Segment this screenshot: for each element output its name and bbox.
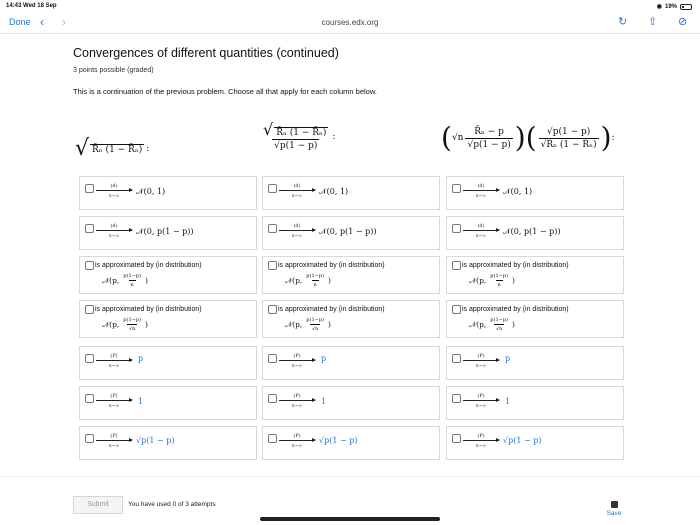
approx-math: 𝒩(p, $\frac{p(1-p)}{√n}$ ) (102, 317, 148, 332)
checkbox[interactable] (85, 224, 94, 233)
status-time: 14:43 Wed 18 Sep (6, 3, 57, 9)
checkbox[interactable] (452, 184, 461, 193)
approx-math: 𝒩(p, $\frac{p(1-p)}{n}$ ) (102, 273, 148, 288)
checkbox[interactable] (268, 261, 277, 270)
approx-math: 𝒩(p, $\frac{p(1-p)}{√n}$ ) (285, 317, 331, 332)
checkbox[interactable] (452, 305, 461, 314)
checkbox[interactable] (85, 305, 94, 314)
page-title: Convergences of different quantities (continued) (73, 46, 339, 60)
option-approx-n[interactable] (262, 256, 440, 294)
compass-icon[interactable]: ⊘ (678, 16, 688, 28)
target-value: 𝒩(0, p(1 − p)) (319, 227, 377, 236)
target-value: 𝒩(0, p(1 − p)) (503, 227, 561, 236)
checkbox[interactable] (268, 305, 277, 314)
target-value: 1 (505, 397, 511, 406)
option-d-normal-0-var[interactable] (446, 216, 624, 250)
option-p-to-p[interactable] (79, 346, 257, 380)
points-label: 3 points possible (graded) (73, 67, 154, 74)
target-value: 𝒩(0, p(1 − p)) (136, 227, 194, 236)
option-p-to-1[interactable] (262, 386, 440, 420)
back-icon[interactable]: ‹ (40, 15, 44, 29)
converge-arrow: (d) n→∞ (463, 183, 499, 199)
option-approx-n[interactable] (79, 256, 257, 294)
reload-icon[interactable]: ↻ (618, 16, 628, 28)
status-bar (0, 0, 700, 12)
checkbox[interactable] (85, 261, 94, 270)
target-value: 𝒩(0, 1) (136, 187, 166, 196)
done-button[interactable]: Done (9, 17, 31, 27)
header-col3: ( √n $\frac{\text{R̄ₙ − p}}{√p(1 - p)}$ ) ( $\frac{√p(1 - p)}{\text{√R̄ₙ (1 − R̄ₙ)}}$ ) : (441, 121, 615, 154)
url-label[interactable]: courses.edx.org (321, 18, 379, 27)
target-value: p (505, 354, 511, 363)
checkbox[interactable] (268, 224, 277, 233)
checkbox[interactable] (85, 184, 94, 193)
share-icon[interactable]: ⇧ (648, 16, 658, 28)
converge-arrow: (P) n→∞ (463, 353, 499, 369)
checkbox[interactable] (85, 434, 94, 443)
approx-text: is approximated by (in distribution) (462, 306, 569, 313)
checkbox[interactable] (452, 434, 461, 443)
home-indicator[interactable] (260, 517, 440, 521)
instructions: This is a continuation of the previous problem. Choose all that apply for each column below. (73, 87, 377, 96)
browser-nav (0, 12, 700, 34)
converge-arrow: (P) n→∞ (279, 353, 315, 369)
converge-arrow: (d) n→∞ (96, 223, 132, 239)
converge-arrow: (P) n→∞ (279, 393, 315, 409)
converge-arrow: (d) n→∞ (463, 223, 499, 239)
approx-math: 𝒩(p, $\frac{p(1-p)}{√n}$ ) (469, 317, 515, 332)
option-approx-sqrt-n[interactable] (446, 300, 624, 338)
approx-text: is approximated by (in distribution) (95, 262, 202, 269)
option-d-normal-0-1[interactable] (79, 176, 257, 210)
option-approx-sqrt-n[interactable] (79, 300, 257, 338)
approx-text: is approximated by (in distribution) (462, 262, 569, 269)
submit-button[interactable]: Submit (73, 496, 123, 514)
approx-text: is approximated by (in distribution) (278, 306, 385, 313)
converge-arrow: (d) n→∞ (96, 183, 132, 199)
target-value: √p(1 − p) (503, 436, 542, 445)
save-button[interactable] (602, 501, 626, 517)
checkbox[interactable] (268, 434, 277, 443)
save-label: Save (606, 510, 622, 517)
option-approx-n[interactable] (446, 256, 624, 294)
approx-math: 𝒩(p, $\frac{p(1-p)}{n}$ ) (285, 273, 331, 288)
checkbox[interactable] (452, 394, 461, 403)
approx-math: 𝒩(p, $\frac{p(1-p)}{n}$ ) (469, 273, 515, 288)
converge-arrow: (d) n→∞ (279, 183, 315, 199)
checkbox[interactable] (452, 261, 461, 270)
converge-arrow: (d) n→∞ (279, 223, 315, 239)
approx-text: is approximated by (in distribution) (278, 262, 385, 269)
option-approx-sqrt-n[interactable] (262, 300, 440, 338)
option-p-to-sqrt[interactable] (446, 426, 624, 460)
status-right (657, 3, 692, 10)
checkbox[interactable] (85, 354, 94, 363)
header-col2: $\frac{\text{√ R̄ₙ (1 − R̄ₙ)}}{√p(1 - p)}$ : (263, 120, 336, 151)
checkbox[interactable] (268, 184, 277, 193)
converge-arrow: (P) n→∞ (96, 393, 132, 409)
target-value: 𝒩(0, 1) (319, 187, 349, 196)
option-d-normal-0-var[interactable] (79, 216, 257, 250)
wifi-icon: ◉ (656, 4, 662, 10)
checkbox[interactable] (268, 354, 277, 363)
option-d-normal-0-1[interactable] (446, 176, 624, 210)
checkbox[interactable] (452, 224, 461, 233)
save-icon (611, 501, 618, 508)
option-p-to-p[interactable] (446, 346, 624, 380)
option-p-to-sqrt[interactable] (79, 426, 257, 460)
option-d-normal-0-1[interactable] (262, 176, 440, 210)
target-value: √p(1 − p) (136, 436, 175, 445)
target-value: 𝒩(0, 1) (503, 187, 533, 196)
converge-arrow: (P) n→∞ (96, 353, 132, 369)
target-value: 1 (321, 397, 327, 406)
battery-percent: 19% (664, 3, 677, 10)
checkbox[interactable] (268, 394, 277, 403)
header-col1: √ R̄ₙ (1 − R̄ₙ) : (75, 136, 150, 161)
converge-arrow: (P) n→∞ (463, 393, 499, 409)
target-value: √p(1 − p) (319, 436, 358, 445)
attempts-text: You have used 0 of 3 attempts (128, 501, 216, 508)
forward-icon[interactable]: › (62, 15, 66, 29)
converge-arrow: (P) n→∞ (96, 433, 132, 449)
option-p-to-1[interactable] (79, 386, 257, 420)
target-value: p (321, 354, 327, 363)
checkbox[interactable] (452, 354, 461, 363)
converge-arrow: (P) n→∞ (279, 433, 315, 449)
option-p-to-sqrt[interactable] (262, 426, 440, 460)
option-p-to-p[interactable] (262, 346, 440, 380)
approx-text: is approximated by (in distribution) (95, 306, 202, 313)
checkbox[interactable] (85, 394, 94, 403)
target-value: p (138, 354, 144, 363)
converge-arrow: (P) n→∞ (463, 433, 499, 449)
battery-icon (680, 4, 692, 10)
option-d-normal-0-var[interactable] (262, 216, 440, 250)
target-value: 1 (138, 397, 144, 406)
problem-content (73, 34, 633, 161)
option-p-to-1[interactable] (446, 386, 624, 420)
